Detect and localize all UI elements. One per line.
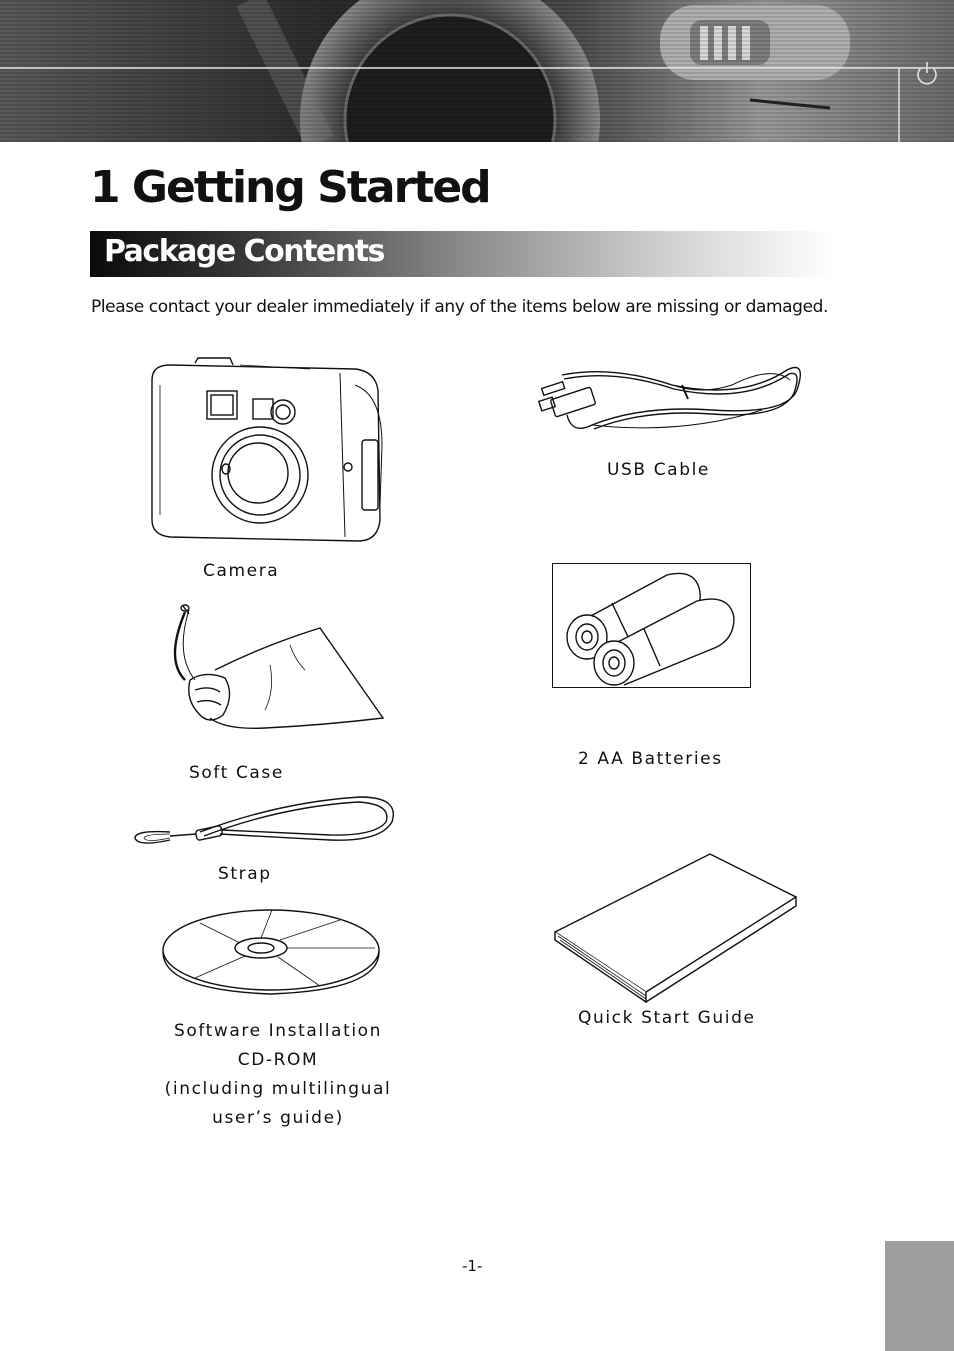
batteries-illustration	[552, 563, 751, 688]
camera-illustration	[140, 355, 390, 550]
page-number: -1-	[462, 1257, 483, 1275]
soft-case-illustration	[155, 600, 390, 740]
usb-cable-label: USB Cable	[607, 460, 710, 480]
cdrom-label-line: Software Installation	[173, 1021, 383, 1041]
batteries-label: 2 AA Batteries	[578, 749, 723, 769]
page-edge-tab	[885, 1241, 954, 1351]
cdrom-illustration	[160, 908, 382, 998]
camera-label: Camera	[203, 561, 280, 581]
intro-text: Please contact your dealer immediately if any of the items below are missing or damaged.	[91, 297, 829, 317]
page-title: 1 Getting Started	[90, 162, 490, 213]
quick-start-guide-illustration	[550, 850, 800, 1005]
header-banner	[0, 0, 954, 142]
cdrom-label-line: (including multilingual	[164, 1079, 392, 1099]
cdrom-label	[150, 1017, 406, 1133]
soft-case-label: Soft Case	[189, 763, 284, 783]
strap-label: Strap	[218, 864, 272, 884]
quick-start-guide-label: Quick Start Guide	[578, 1008, 756, 1028]
section-title: Package Contents	[104, 234, 384, 269]
strap-illustration	[130, 792, 398, 850]
cdrom-label-line: user’s guide)	[212, 1108, 344, 1128]
cdrom-label-line: CD-ROM	[237, 1050, 319, 1070]
banner-camera-image	[0, 0, 954, 142]
section-header-bar	[90, 231, 835, 277]
usb-cable-illustration	[532, 355, 804, 445]
